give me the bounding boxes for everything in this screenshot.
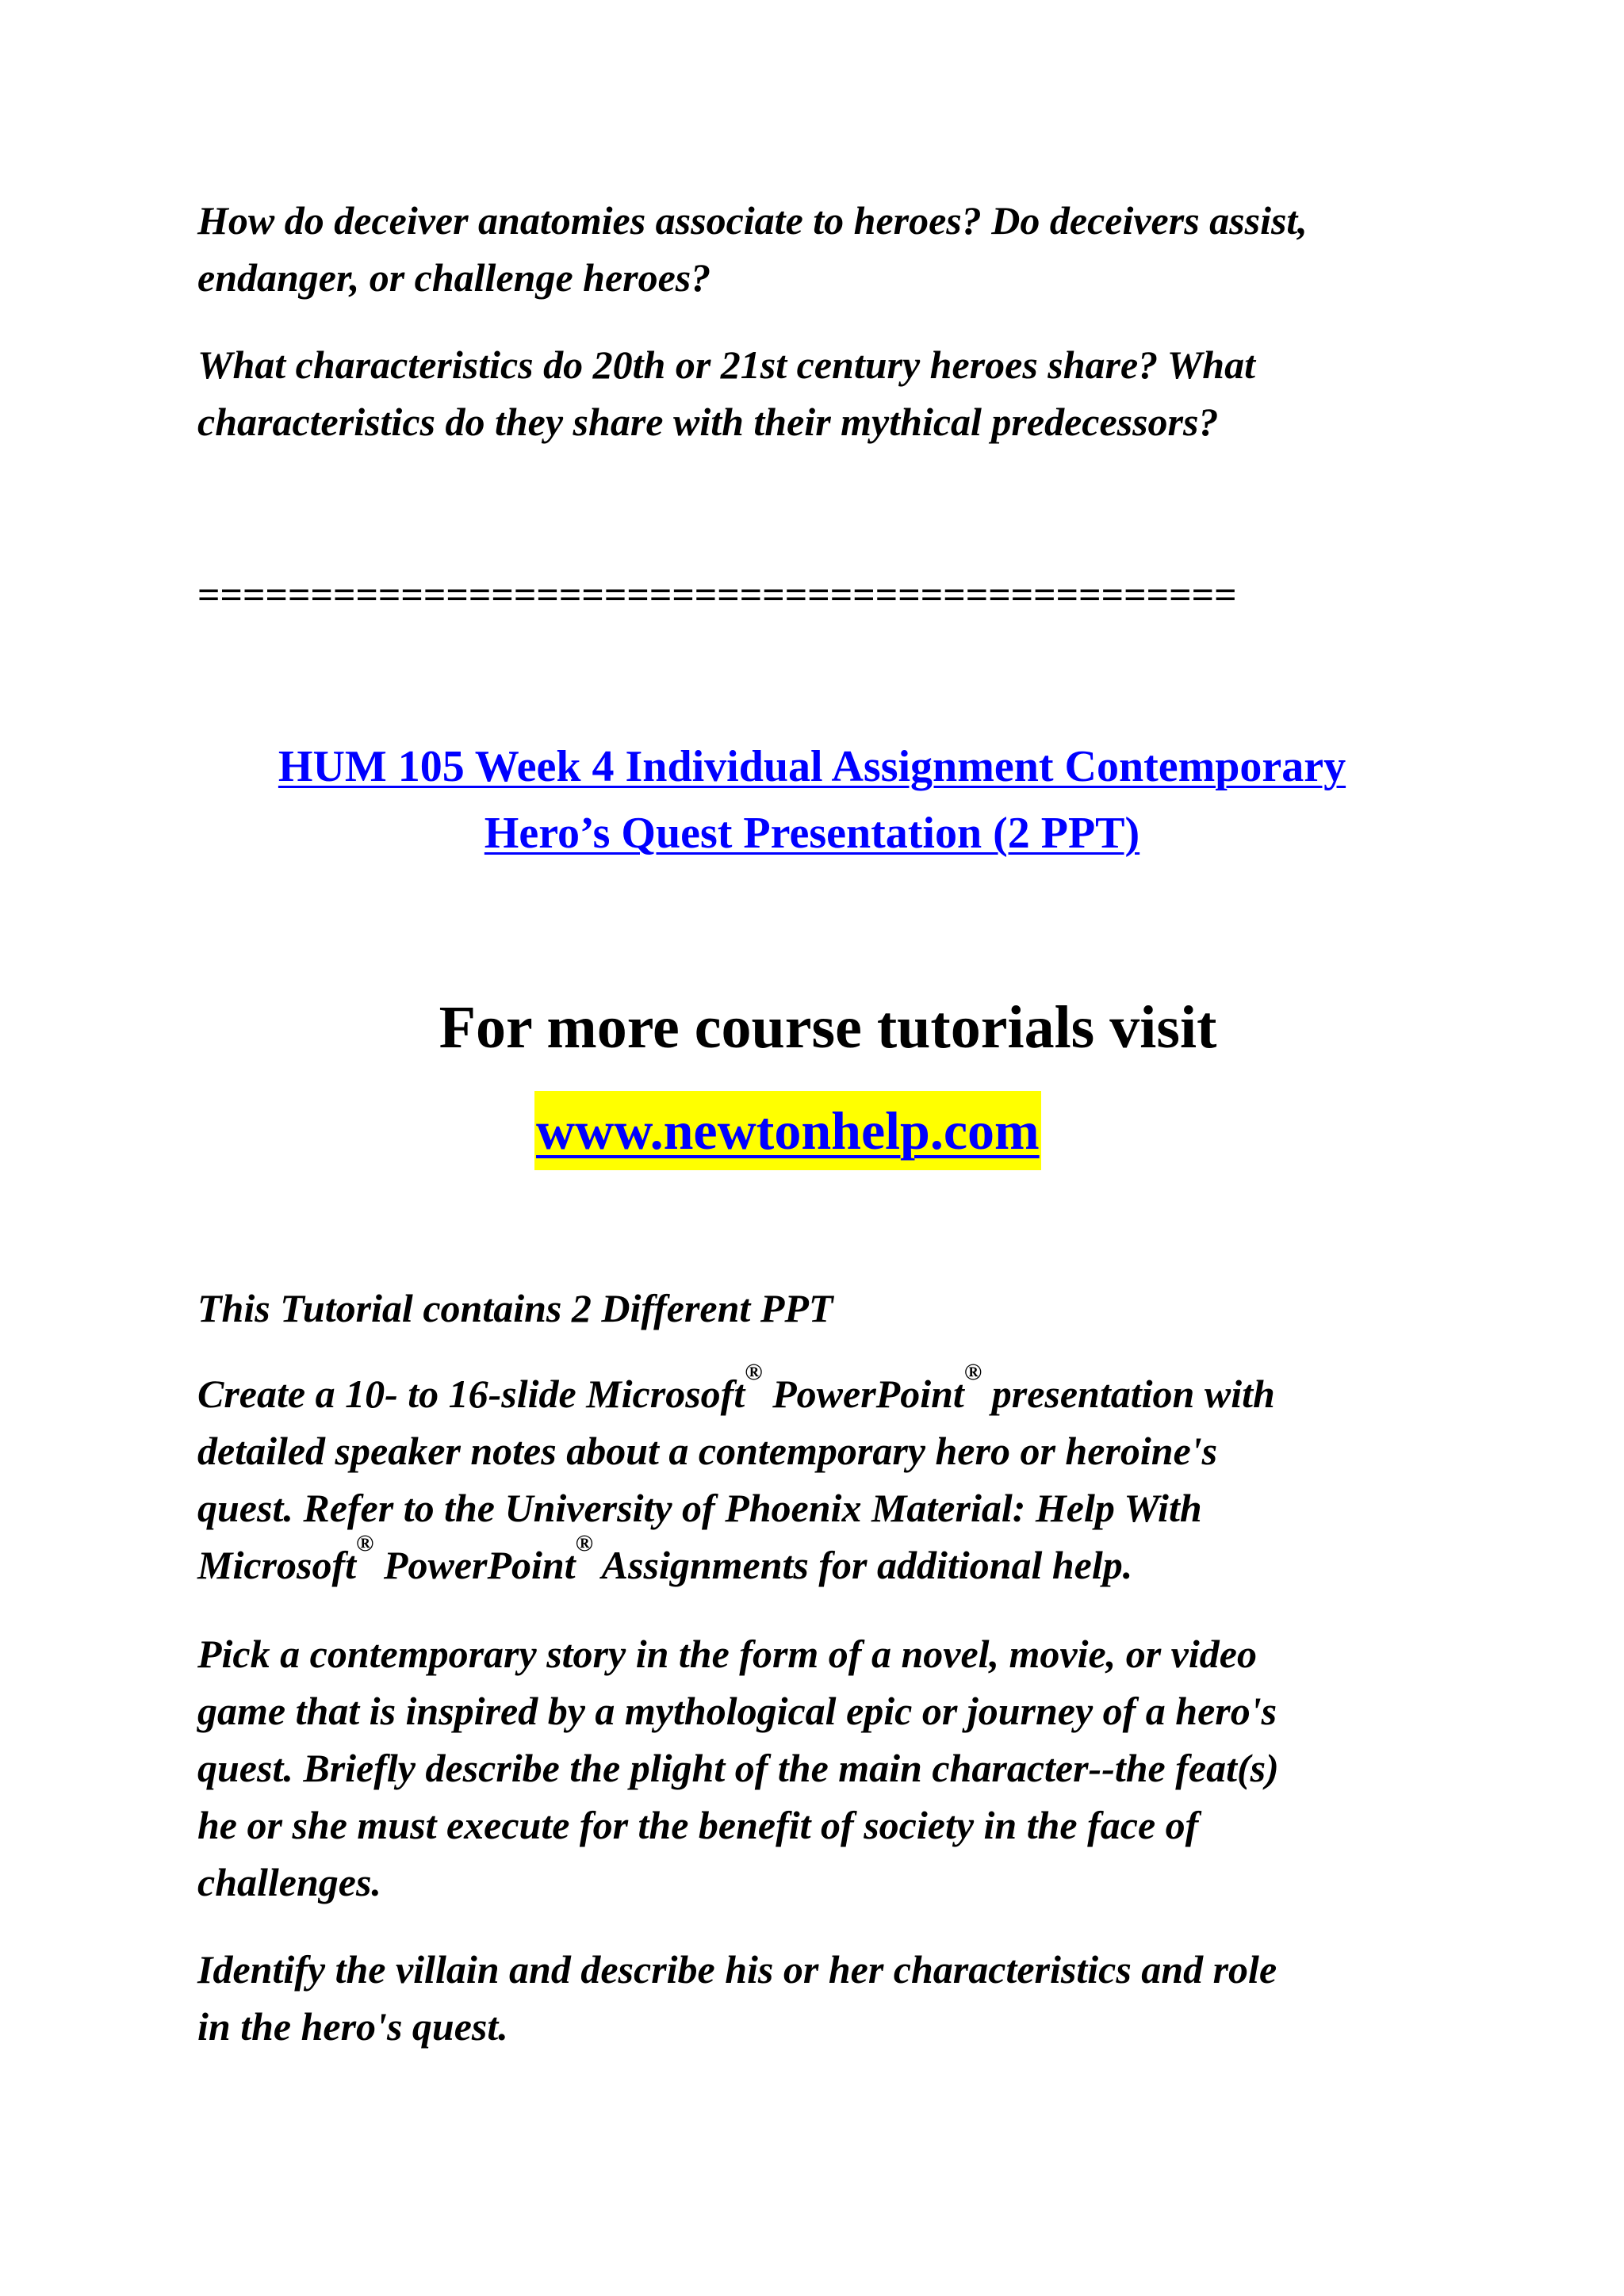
assignment-link-line-2[interactable]: Hero’s Quest Presentation (2 PPT) xyxy=(484,809,1140,858)
text-line: characteristics do they share with their mythical predecessors? xyxy=(197,400,1219,444)
text-line: Identify the villain and describe his or her characteristics and role xyxy=(197,1947,1277,1992)
text-line: How do deceiver anatomies associate to heroes? Do deceivers assist, xyxy=(197,198,1308,243)
registered-mark: ® xyxy=(963,1359,982,1385)
text-line: Pick a contemporary story in the form of a novel, movie, or video xyxy=(197,1632,1257,1676)
site-link[interactable]: www.newtonhelp.com xyxy=(534,1091,1041,1170)
villain-paragraph xyxy=(197,1941,1434,2055)
text-line: detailed speaker notes about a contemporary hero or heroine's xyxy=(197,1429,1218,1473)
text-line: What characteristics do 20th or 21st century heroes share? What xyxy=(197,342,1255,387)
text-segment: Assignments for additional help. xyxy=(593,1543,1133,1587)
registered-mark: ® xyxy=(575,1530,594,1556)
text-line: challenges. xyxy=(197,1860,381,1904)
pick-paragraph xyxy=(197,1625,1434,1911)
text-line: endanger, or challenge heroes? xyxy=(197,255,711,300)
site-link-wrapper xyxy=(534,1091,1041,1170)
registered-mark: ® xyxy=(356,1530,374,1556)
text-line: This Tutorial contains 2 Different PPT xyxy=(197,1286,833,1330)
text-segment: Microsoft xyxy=(197,1543,356,1587)
visit-heading: For more course tutorials visit xyxy=(439,994,1217,1061)
assignment-link-line-1[interactable]: HUM 105 Week 4 Individual Assignment Contemporary xyxy=(278,742,1346,791)
question-paragraph-characteristics xyxy=(197,336,1434,450)
question-paragraph-deceivers xyxy=(197,192,1434,306)
text-line: quest. Briefly describe the plight of the main character--the feat(s) xyxy=(197,1746,1279,1790)
registered-mark: ® xyxy=(745,1359,763,1385)
text-segment: presentation with xyxy=(982,1372,1275,1416)
separator-line: ============================================== xyxy=(197,572,1237,617)
text-line: he or she must execute for the benefit of society in the face of xyxy=(197,1803,1199,1847)
text-line: in the hero's quest. xyxy=(197,2004,508,2049)
tutorial-note xyxy=(197,1280,1434,1337)
text-segment: Create a 10- to 16-slide Microsoft xyxy=(197,1372,745,1416)
text-segment: PowerPoint xyxy=(373,1543,576,1587)
text-segment: PowerPoint xyxy=(762,1372,964,1416)
text-line: game that is inspired by a mythological epic or journey of a hero's xyxy=(197,1689,1277,1733)
create-paragraph xyxy=(197,1359,1434,1594)
text-line: quest. Refer to the University of Phoenix Material: Help With xyxy=(197,1486,1202,1530)
assignment-title-link[interactable] xyxy=(0,733,1624,867)
